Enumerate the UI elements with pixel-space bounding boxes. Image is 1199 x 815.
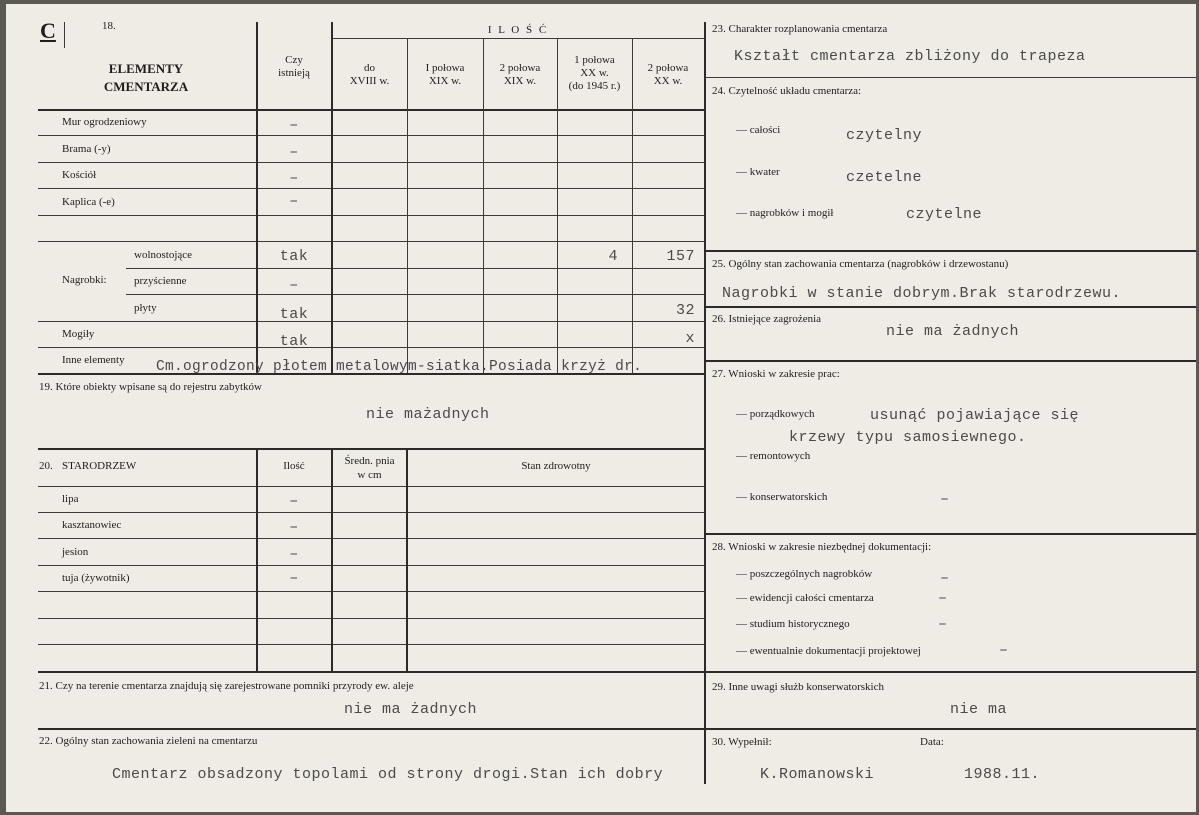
s18-header-bottom bbox=[38, 109, 704, 111]
record-card bbox=[6, 4, 1196, 812]
s26-label: 26. Istniejące zagrożenia bbox=[712, 313, 822, 325]
s19-label: 19. Które obiekty wpisane są do rejestru zabytków bbox=[39, 381, 262, 393]
s18-row-line bbox=[126, 294, 704, 295]
s18-row-line bbox=[38, 135, 704, 136]
s20-row-line bbox=[38, 644, 704, 645]
inne-elementy-label: Inne elementy bbox=[62, 354, 125, 366]
s21-value: nie ma żadnych bbox=[344, 701, 478, 718]
s30-name: K.Romanowski bbox=[760, 766, 875, 783]
tree-kasztanowiec-qty: – bbox=[289, 519, 299, 536]
tree-lipa-qty: – bbox=[289, 493, 299, 510]
s18-title-line1: ELEMENTY bbox=[108, 61, 184, 76]
s21-label: 21. Czy na terenie cmentarza znajdują się zarejestrowane pomniki przyrody ew. aleje bbox=[39, 680, 414, 692]
s18-col-divider bbox=[407, 38, 408, 373]
row-exists-mur: – bbox=[289, 117, 299, 134]
center-divider bbox=[704, 22, 706, 784]
inne-elementy-value: Cm.ogrodzony płotem metalowym-siatka.Posiada krzyż dr. bbox=[156, 359, 643, 375]
s18-col-divider bbox=[331, 22, 333, 373]
row-label-kosciol: Kościół bbox=[62, 169, 97, 181]
s20-number: 20. bbox=[39, 460, 53, 472]
s23-label: 23. Charakter rozplanowania cmentarza bbox=[712, 23, 888, 35]
s18-row-line bbox=[38, 162, 704, 163]
nagrobki-przyscienne-label: przyścienne bbox=[134, 275, 187, 287]
s20-row-line bbox=[38, 538, 704, 539]
s18-row-line bbox=[38, 215, 704, 216]
ilosc-underline bbox=[332, 38, 704, 39]
s27-label: 27. Wnioski w zakresie prac: bbox=[712, 368, 840, 380]
s26-value: nie ma żadnych bbox=[886, 323, 1020, 340]
nagrobki-plyty-exists: tak bbox=[279, 306, 309, 323]
period-header-xix-1: I połowa XIX w. bbox=[425, 62, 465, 87]
s18-title-line2: CMENTARZA bbox=[103, 79, 189, 94]
s25-bottom-line bbox=[705, 306, 1196, 308]
row-label-kaplica: Kaplica (-e) bbox=[62, 196, 115, 208]
s24-nagrobkow-value: czytelne bbox=[906, 206, 983, 223]
nagrobki-plyty-label: płyty bbox=[134, 302, 157, 314]
s20-header-bottom bbox=[38, 486, 704, 487]
s18-col-exists-line2: istnieją bbox=[278, 67, 310, 79]
s23-value: Kształt cmentarza zbliżony do trapeza bbox=[734, 48, 1086, 65]
s20-col-divider bbox=[406, 449, 408, 671]
s29-value: nie ma bbox=[950, 701, 1008, 718]
row-exists-kosciol: – bbox=[289, 170, 299, 187]
s28-item-4-label: — ewentualnie dokumentacji projektowej bbox=[736, 645, 921, 657]
nagrobki-wolnostojace-1945: 4 bbox=[608, 248, 618, 265]
s20-col-diam-line1: Średn. pnia bbox=[344, 455, 395, 467]
s20-col-health: Stan zdrowotny bbox=[521, 460, 591, 472]
s28-item-1-label: — poszczególnych nagrobków bbox=[736, 568, 873, 580]
s24-kwater-value: czetelne bbox=[846, 169, 923, 186]
s30-date: 1988.11. bbox=[964, 766, 1041, 783]
s30-date-label: Data: bbox=[920, 736, 944, 748]
s20-title: STARODRZEW bbox=[62, 460, 137, 472]
row-label-brama: Brama (-y) bbox=[62, 143, 111, 155]
s18-number: 18. bbox=[102, 20, 116, 32]
s28-item-4-value: – bbox=[999, 642, 1009, 659]
s27-konserwatorskich-label: — konserwatorskich bbox=[736, 491, 828, 503]
row-exists-brama: – bbox=[289, 144, 299, 161]
s20-row-line bbox=[38, 591, 704, 592]
s24-calosci-value: czytelny bbox=[846, 127, 923, 144]
s29-label: 29. Inne uwagi służb konserwatorskich bbox=[712, 681, 884, 693]
mogily-label: Mogiły bbox=[62, 328, 95, 340]
nagrobki-przyscienne-exists: – bbox=[289, 277, 299, 294]
s27-porzadkowych-label: — porządkowych bbox=[736, 408, 815, 420]
s28-item-3-value: – bbox=[938, 616, 948, 633]
row-label-mur: Mur ogrodzeniowy bbox=[62, 116, 147, 128]
s18-row-line bbox=[126, 268, 704, 269]
s20-col-divider bbox=[331, 449, 333, 671]
s18-col-divider bbox=[483, 38, 484, 373]
s28-item-3-label: — studium historycznego bbox=[736, 618, 850, 630]
s19-value: nie mażadnych bbox=[366, 406, 490, 423]
tree-jesion: jesion bbox=[62, 546, 89, 558]
tree-kasztanowiec: kasztanowiec bbox=[62, 519, 122, 531]
section-letter: C bbox=[40, 18, 56, 43]
nagrobki-wolnostojace-2xx: 157 bbox=[666, 248, 695, 265]
s18-row-line bbox=[38, 321, 704, 322]
s30-label: 30. Wypełnił: bbox=[712, 736, 772, 748]
s26-bottom-line bbox=[705, 360, 1196, 362]
mogily-2xx: x bbox=[685, 330, 695, 347]
s21-s29-bottom-line bbox=[38, 728, 1196, 730]
s18-col-divider bbox=[557, 38, 558, 373]
s27-porzadkowych-value-1: usunąć pojawiające się bbox=[870, 407, 1080, 424]
tree-lipa: lipa bbox=[62, 493, 79, 505]
s18-row-line bbox=[38, 188, 704, 189]
s18-row-line bbox=[38, 347, 704, 348]
s27-bottom-line bbox=[705, 533, 1196, 535]
s18-col-exists-line1: Czy bbox=[285, 54, 303, 66]
s25-value: Nagrobki w stanie dobrym.Brak starodrzewu. bbox=[722, 285, 1122, 302]
tree-jesion-qty: – bbox=[289, 546, 299, 563]
period-header-xix-2: 2 połowa XIX w. bbox=[499, 62, 541, 87]
s28-item-2-label: — ewidencji całości cmentarza bbox=[736, 592, 874, 604]
s27-konserwatorskich-value: – bbox=[940, 491, 950, 508]
s20-s28-bottom-line bbox=[38, 671, 1196, 673]
s25-label: 25. Ogólny stan zachowania cmentarza (nagrobków i drzewostanu) bbox=[712, 258, 1009, 270]
s28-item-1-value: – bbox=[940, 570, 950, 587]
s20-row-line bbox=[38, 565, 704, 566]
s20-row-line bbox=[38, 618, 704, 619]
s18-col-divider bbox=[632, 38, 633, 373]
s27-remontowych-label: — remontowych bbox=[736, 450, 811, 462]
tree-tuja: tuja (żywotnik) bbox=[62, 572, 130, 584]
period-header-xx-2: 2 połowa XX w. bbox=[647, 62, 689, 87]
s28-label: 28. Wnioski w zakresie niezbędnej dokumentacji: bbox=[712, 541, 932, 553]
s22-label: 22. Ogólny stan zachowania zieleni na cmentarzu bbox=[39, 735, 258, 747]
tree-tuja-qty: – bbox=[289, 570, 299, 587]
section-letter-bar bbox=[64, 22, 65, 48]
s23-bottom-line bbox=[705, 77, 1196, 78]
mogily-exists: tak bbox=[279, 333, 309, 350]
period-header-xviii: do XVIII w. bbox=[349, 62, 390, 87]
s28-item-2-value: – bbox=[938, 590, 948, 607]
nagrobki-label: Nagrobki: bbox=[62, 274, 107, 286]
s24-calosci-label: — całości bbox=[736, 124, 781, 136]
s27-porzadkowych-value-2: krzewy typu samosiewnego. bbox=[789, 429, 1027, 446]
s20-row-line bbox=[38, 512, 704, 513]
nagrobki-wolnostojace-exists: tak bbox=[279, 248, 309, 265]
s24-label: 24. Czytelność układu cmentarza: bbox=[712, 85, 862, 97]
s24-bottom-line bbox=[705, 250, 1196, 252]
s18-ilosc-header: I L O Ś Ć bbox=[487, 24, 549, 36]
s18-row-line bbox=[38, 241, 704, 242]
s20-col-diam-line2: w cm bbox=[357, 469, 382, 481]
s20-col-qty: Ilość bbox=[283, 460, 305, 472]
period-header-xx-1: 1 połowa XX w. (do 1945 r.) bbox=[568, 54, 621, 92]
row-exists-kaplica: – bbox=[289, 193, 299, 210]
nagrobki-wolnostojace-label: wolnostojące bbox=[134, 249, 193, 261]
nagrobki-plyty-2xx: 32 bbox=[675, 302, 695, 319]
s19-bottom-line bbox=[38, 448, 704, 450]
s24-nagrobkow-label: — nagrobków i mogił bbox=[736, 207, 834, 219]
s24-kwater-label: — kwater bbox=[736, 166, 780, 178]
s22-value: Cmentarz obsadzony topolami od strony drogi.Stan ich dobry bbox=[112, 766, 664, 783]
